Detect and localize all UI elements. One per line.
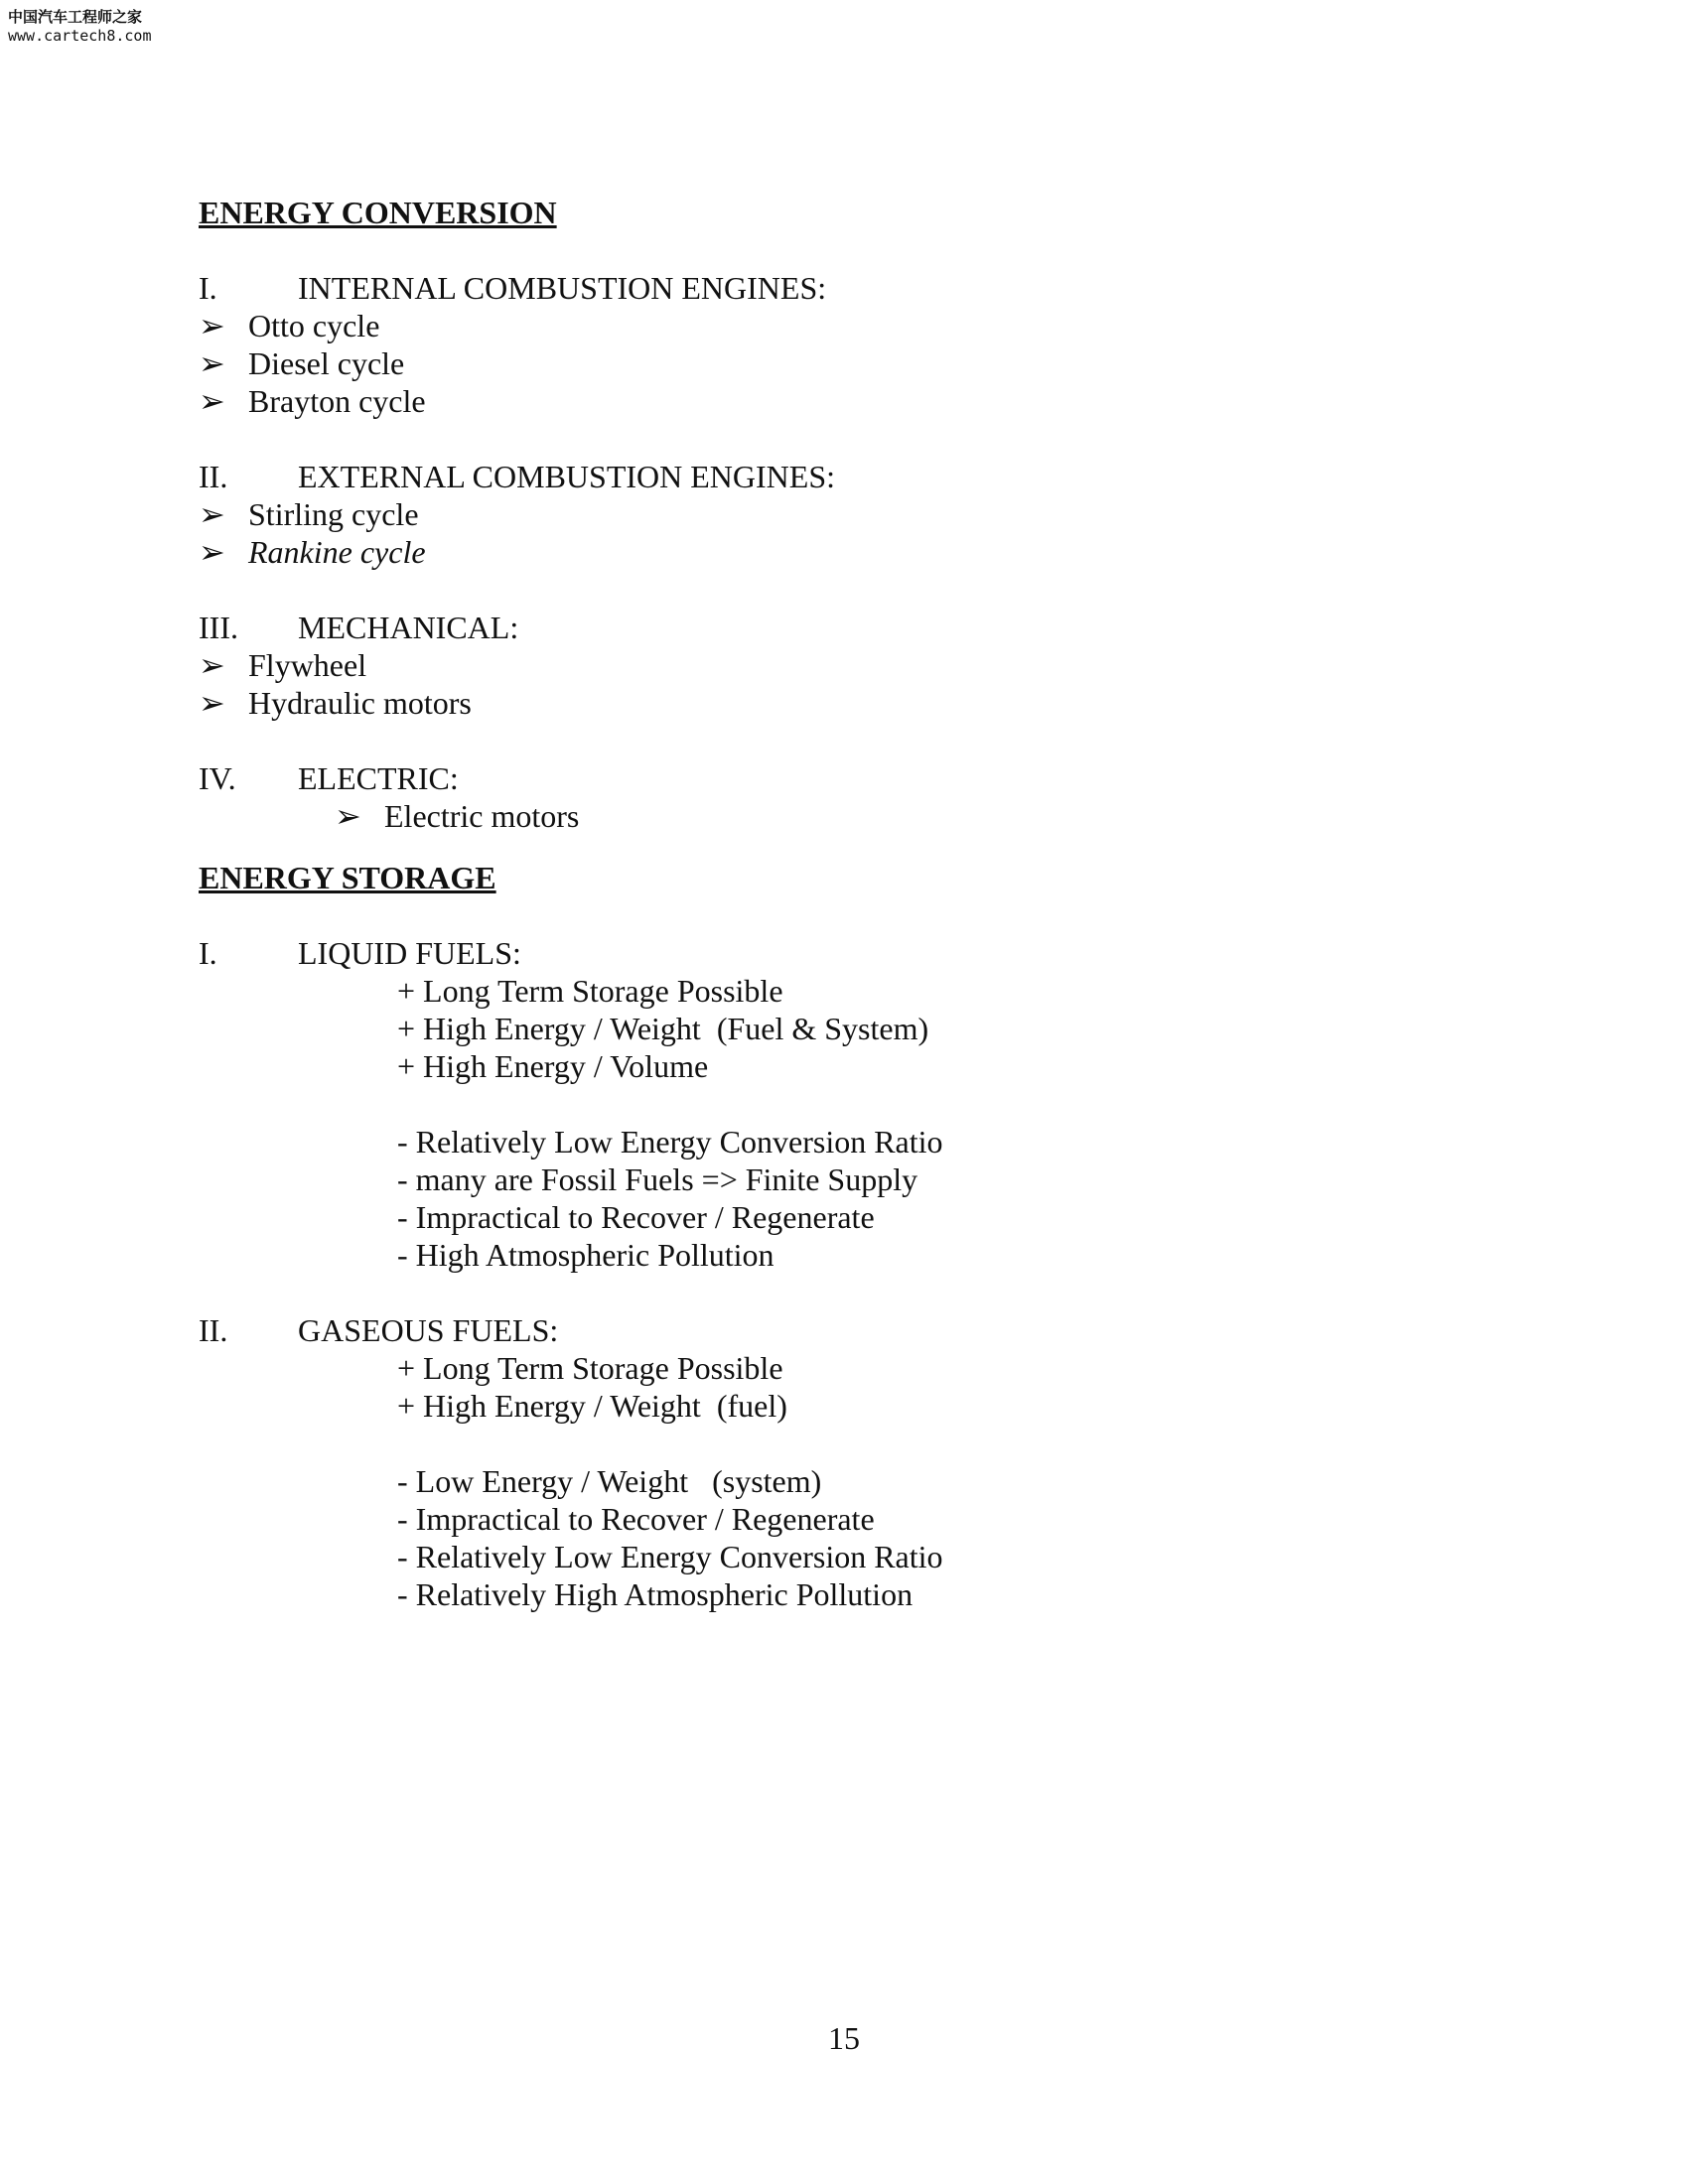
arrow-bullet-icon: ➢ [199, 534, 225, 570]
outline-label: EXTERNAL COMBUSTION ENGINES: [298, 459, 836, 494]
list-item-text: Electric motors [384, 798, 580, 834]
arrow-bullet-icon: ➢ [199, 383, 225, 419]
con-item: - High Atmospheric Pollution [397, 1237, 774, 1273]
watermark-site-name: 中国汽车工程师之家 [8, 8, 143, 26]
outline-label: ELECTRIC: [298, 760, 459, 796]
pro-item: + High Energy / Weight (Fuel & System) [397, 1011, 929, 1046]
con-item: - Impractical to Recover / Regenerate [397, 1199, 875, 1235]
list-item [199, 382, 1489, 420]
list-item-text: Diesel cycle [248, 345, 405, 381]
list-item [199, 797, 1489, 835]
list-item [199, 495, 1489, 533]
arrow-bullet-icon: ➢ [335, 798, 361, 834]
list-item [199, 684, 1489, 722]
arrow-bullet-icon: ➢ [199, 496, 225, 532]
outline-heading [199, 934, 1489, 972]
roman-numeral: IV. [199, 760, 236, 796]
list-item [199, 533, 1489, 571]
outline-label: LIQUID FUELS: [298, 935, 521, 971]
outline-heading [199, 269, 1489, 307]
list-item-text: Rankine cycle [248, 534, 426, 570]
arrow-bullet-icon: ➢ [199, 647, 225, 683]
list-item [199, 307, 1489, 344]
roman-numeral: III. [199, 610, 238, 645]
roman-numeral: I. [199, 270, 217, 306]
document-page [199, 194, 1489, 1613]
outline-heading [199, 759, 1489, 797]
outline-label: GASEOUS FUELS: [298, 1312, 559, 1348]
roman-numeral: II. [199, 459, 228, 494]
outline-label: INTERNAL COMBUSTION ENGINES: [298, 270, 827, 306]
con-item: - Relatively Low Energy Conversion Ratio [397, 1124, 943, 1160]
section-heading-energy-conversion: ENERGY CONVERSION [199, 195, 557, 230]
roman-numeral: II. [199, 1312, 228, 1348]
outline-label: MECHANICAL: [298, 610, 519, 645]
arrow-bullet-icon: ➢ [199, 345, 225, 381]
list-item [199, 344, 1489, 382]
list-item-text: Stirling cycle [248, 496, 419, 532]
outline-heading [199, 1311, 1489, 1349]
pro-item: + High Energy / Volume [397, 1048, 709, 1084]
arrow-bullet-icon: ➢ [199, 685, 225, 721]
con-item: - Relatively Low Energy Conversion Ratio [397, 1539, 943, 1574]
outline-heading [199, 609, 1489, 646]
list-item-text: Hydraulic motors [248, 685, 472, 721]
pro-item: + Long Term Storage Possible [397, 1350, 783, 1386]
watermark-url: www.cartech8.com [8, 26, 152, 45]
roman-numeral: I. [199, 935, 217, 971]
con-item: - Relatively High Atmospheric Pollution [397, 1576, 914, 1612]
list-item-text: Otto cycle [248, 308, 380, 343]
section-heading-energy-storage: ENERGY STORAGE [199, 860, 496, 895]
arrow-bullet-icon: ➢ [199, 308, 225, 343]
page-number: 15 [828, 2020, 860, 2056]
pro-item: + Long Term Storage Possible [397, 973, 783, 1009]
pro-item: + High Energy / Weight (fuel) [397, 1388, 787, 1424]
watermark [8, 8, 152, 46]
con-item: - Impractical to Recover / Regenerate [397, 1501, 875, 1537]
con-item: - many are Fossil Fuels => Finite Supply [397, 1161, 918, 1197]
list-item-text: Flywheel [248, 647, 367, 683]
list-item-text: Brayton cycle [248, 383, 426, 419]
con-item: - Low Energy / Weight (system) [397, 1463, 822, 1499]
list-item [199, 646, 1489, 684]
outline-heading [199, 458, 1489, 495]
